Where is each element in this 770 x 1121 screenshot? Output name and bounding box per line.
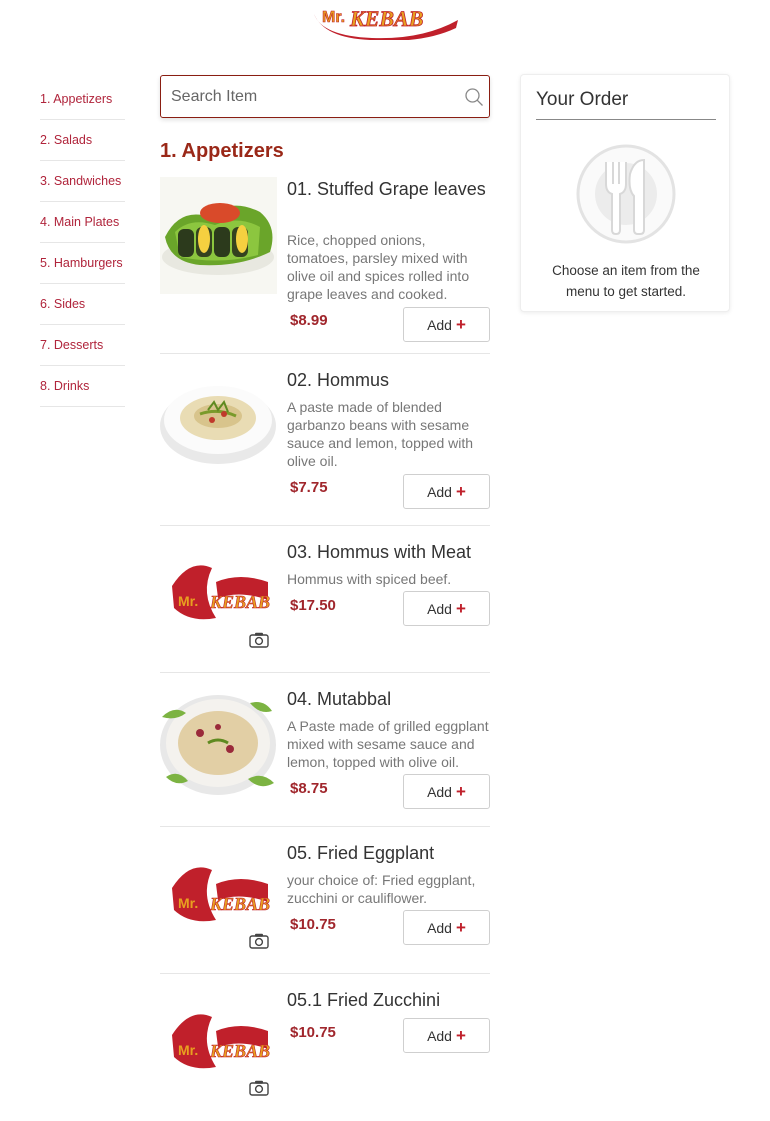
sidebar-item-sandwiches[interactable]: 3. Sandwiches	[40, 161, 125, 202]
item-description: A Paste made of grilled eggplant mixed with sesame sauce and lemon, topped with olive oil.	[287, 718, 489, 770]
grape-leaves-photo[interactable]	[160, 177, 277, 294]
sidebar-item-appetizers[interactable]: 1. Appetizers	[40, 80, 125, 120]
hommus-photo[interactable]	[160, 362, 277, 479]
section-title: 1. Appetizers	[160, 140, 284, 162]
item-title: 05. Fried Eggplant	[287, 843, 435, 863]
logo-mr-text: Mr.	[322, 9, 346, 26]
add-item-button[interactable]	[403, 591, 490, 626]
utensils-icon	[576, 144, 676, 244]
add-item-button[interactable]	[403, 307, 490, 342]
menu-item	[160, 974, 490, 1114]
menu-main	[160, 75, 490, 1114]
menu-item	[160, 173, 490, 354]
mutabbal-photo[interactable]	[160, 687, 277, 804]
plus-icon: +	[455, 482, 466, 501]
item-price: $17.50	[290, 597, 336, 614]
plus-icon: +	[455, 315, 466, 334]
search-input[interactable]	[161, 76, 489, 117]
plus-icon: +	[455, 918, 466, 937]
item-title: 02. Hommus	[287, 370, 390, 390]
placeholder-logo-text: Mr.	[178, 593, 199, 609]
item-price: $8.75	[290, 780, 328, 797]
item-description: your choice of: Fried eggplant, zucchini or cauliflower.	[287, 872, 476, 906]
menu-item	[160, 526, 490, 673]
item-title: 03. Hommus with Meat	[287, 542, 472, 562]
plus-icon: +	[455, 1026, 466, 1045]
add-label: Add	[427, 783, 452, 800]
search-icon[interactable]	[464, 87, 484, 107]
add-label: Add	[427, 483, 452, 500]
plus-icon: +	[455, 782, 466, 801]
placeholder-logo-name: KEBAB	[210, 1041, 271, 1061]
placeholder-logo-text: Mr.	[178, 895, 199, 911]
item-title: 04. Mutabbal	[287, 689, 392, 709]
plus-icon: +	[455, 599, 466, 618]
item-price: $7.75	[290, 479, 328, 496]
item-description: Hommus with spiced beef.	[287, 571, 452, 587]
sidebar-item-salads[interactable]: 2. Salads	[40, 120, 125, 161]
item-description: A paste made of blended garbanzo beans with sesame sauce and lemon, topped with olive oil.	[287, 399, 474, 469]
sidebar-item-desserts[interactable]: 7. Desserts	[40, 325, 125, 366]
menu-item	[160, 827, 490, 974]
add-label: Add	[427, 316, 452, 333]
search-box	[160, 75, 490, 118]
order-empty-message: Choose an item from the menu to get started.	[552, 263, 700, 299]
item-description: Rice, chopped onions, tomatoes, parsley mixed with olive oil and spices rolled into grape leaves and cooked.	[287, 232, 470, 302]
sidebar-item-main-plates[interactable]: 4. Main Plates	[40, 202, 125, 243]
mr-kebab-logo[interactable]	[312, 0, 460, 40]
category-sidebar	[40, 80, 125, 407]
order-title: Your Order	[536, 89, 716, 120]
menu-item	[160, 354, 490, 526]
menu-item	[160, 673, 490, 827]
sidebar-item-sides[interactable]: 6. Sides	[40, 284, 125, 325]
placeholder-logo-text: Mr.	[178, 1042, 199, 1058]
camera-icon	[249, 933, 269, 949]
item-price: $10.75	[290, 1024, 336, 1041]
item-title: 05.1 Fried Zucchini	[287, 990, 441, 1010]
add-label: Add	[427, 1027, 452, 1044]
add-item-button[interactable]	[403, 1018, 490, 1053]
logo-name-text: KEBAB	[350, 6, 424, 31]
item-title: 01. Stuffed Grape leaves	[287, 179, 486, 199]
item-price: $8.99	[290, 312, 328, 329]
placeholder-logo-name: KEBAB	[210, 592, 271, 612]
item-price: $10.75	[290, 916, 336, 933]
placeholder-logo-name: KEBAB	[210, 894, 271, 914]
add-item-button[interactable]	[403, 910, 490, 945]
add-item-button[interactable]	[403, 774, 490, 809]
add-label: Add	[427, 919, 452, 936]
add-item-button[interactable]	[403, 474, 490, 509]
sidebar-item-drinks[interactable]: 8. Drinks	[40, 366, 125, 407]
camera-icon	[249, 632, 269, 648]
add-label: Add	[427, 600, 452, 617]
sidebar-item-hamburgers[interactable]: 5. Hamburgers	[40, 243, 125, 284]
camera-icon	[249, 1080, 269, 1096]
order-panel	[520, 74, 730, 312]
